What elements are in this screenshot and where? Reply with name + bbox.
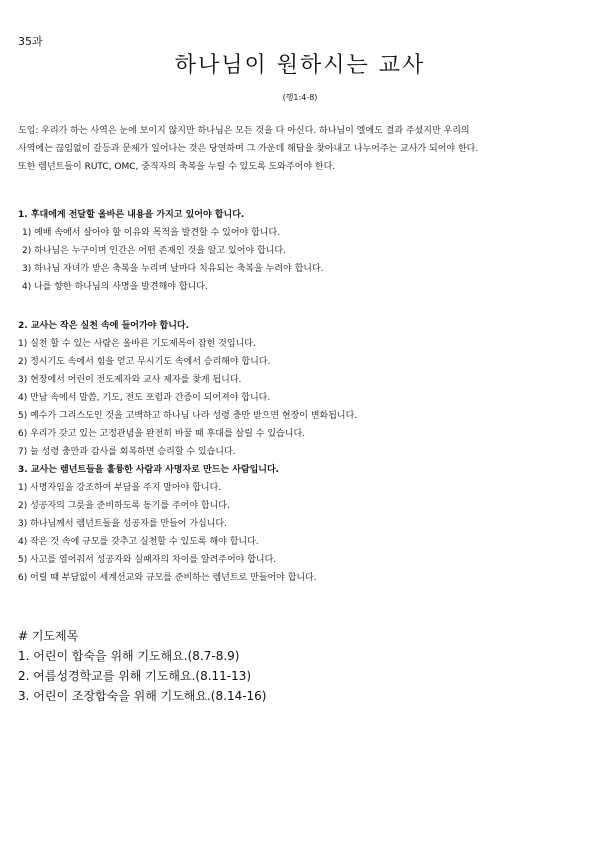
- intro-line: 또한 렘넌트들이 RUTC, OMC, 중직자의 축복을 누릴 수 있도록 도와주어야 한다.: [18, 162, 336, 172]
- section-2: [18, 317, 583, 461]
- intro-line: 사역에는 끊임없이 갈등과 문제가 일어나는 것은 당연하며 그 가운데 해답을 찾아내고 나누어주는 교사가 되어야 한다.: [18, 144, 479, 154]
- list-item: 3) 하나님 자녀가 받은 축복을 누리며 날마다 치유되는 축복을 누려야 합니다.: [22, 264, 324, 274]
- list-item: 5) 사고를 열어줘서 성공자와 실패자의 차이를 알려주어야 합니다.: [18, 555, 277, 565]
- list-item: 4) 나를 향한 하나님의 사명을 발견해야 합니다.: [22, 282, 208, 292]
- list-item: 3) 하나님께서 렘넌트들을 성공자를 만들어 가십니다.: [18, 519, 227, 529]
- list-item: 6) 우리가 갖고 있는 고정관념을 완전히 바꿀 때 후대를 살릴 수 있습니다.: [18, 429, 306, 439]
- prayer-item: 2. 여름성경학교를 위해 기도해요.(8.11-13): [18, 669, 252, 683]
- list-item: 4) 만남 속에서 말씀, 기도, 전도 포럼과 간증이 되어져야 합니다.: [18, 393, 271, 403]
- prayer-item: 3. 어린이 조장합숙을 위해 기도해요.(8.14-16): [18, 689, 267, 703]
- list-item: 3) 현장에서 어린이 전도제자와 교사 제자를 찾게 됩니다.: [18, 375, 242, 385]
- lesson-number: 35과: [18, 35, 43, 48]
- prayer-topics: [18, 626, 583, 706]
- list-item: 6) 어릴 때 부담없이 세계선교와 규모를 준비하는 렘넌트로 만들어야 합니다.: [18, 573, 317, 583]
- list-item: 4) 작은 것 속에 규모를 갖추고 실천할 수 있도록 해야 합니다.: [18, 537, 259, 547]
- list-item: 2) 하나님은 누구이며 인간은 어떤 존재인 것을 알고 있어야 합니다.: [22, 246, 286, 256]
- list-item: 2) 정시기도 속에서 힘을 얻고 무시기도 속에서 승리해야 합니다.: [18, 357, 271, 367]
- prayer-heading: # 기도제목: [18, 629, 79, 643]
- list-item: 1) 실천 할 수 있는 사람은 올바른 기도제목이 잡힌 것입니다.: [18, 339, 256, 349]
- prayer-item: 1. 어린이 합숙을 위해 기도해요.(8.7-8.9): [18, 649, 240, 663]
- page-title: 하나님이 원하시는 교사: [174, 53, 426, 78]
- list-item: 7) 늘 성령 충만과 감사를 회복하면 승리할 수 있습니다.: [18, 447, 236, 457]
- list-item: 1) 예배 속에서 살아야 할 이유와 목적을 발견할 수 있어야 합니다.: [22, 228, 281, 238]
- list-item: 2) 성공자의 그릇을 준비하도록 동기를 주어야 합니다.: [18, 501, 230, 511]
- section-heading: 2. 교사는 작은 실천 속에 들어가야 합니다.: [18, 321, 190, 331]
- section-3: [18, 461, 583, 587]
- list-item: 1) 사명자임을 강조하여 부담을 주지 말아야 합니다.: [18, 483, 222, 493]
- scripture-reference: (행1:4-8): [282, 93, 318, 102]
- section-1: [18, 206, 583, 296]
- intro-paragraph: [18, 122, 583, 176]
- list-item: 5) 예수가 그리스도인 것을 고백하고 하나님 나라 성령 충만 받으면 현장이 변화됩니다.: [18, 411, 358, 421]
- section-heading: 3. 교사는 렘넌트들을 훌륭한 사람과 사명자로 만드는 사람입니다.: [18, 465, 280, 475]
- section-heading: 1. 후대에게 전달할 올바른 내용을 가지고 있어야 합니다.: [18, 210, 245, 220]
- intro-line: 도입: 우리가 하는 사역은 눈에 보이지 않지만 하나님은 모든 것을 다 아신다. 하나님이 엘에도 결과 주셨지만 우리의: [18, 126, 470, 136]
